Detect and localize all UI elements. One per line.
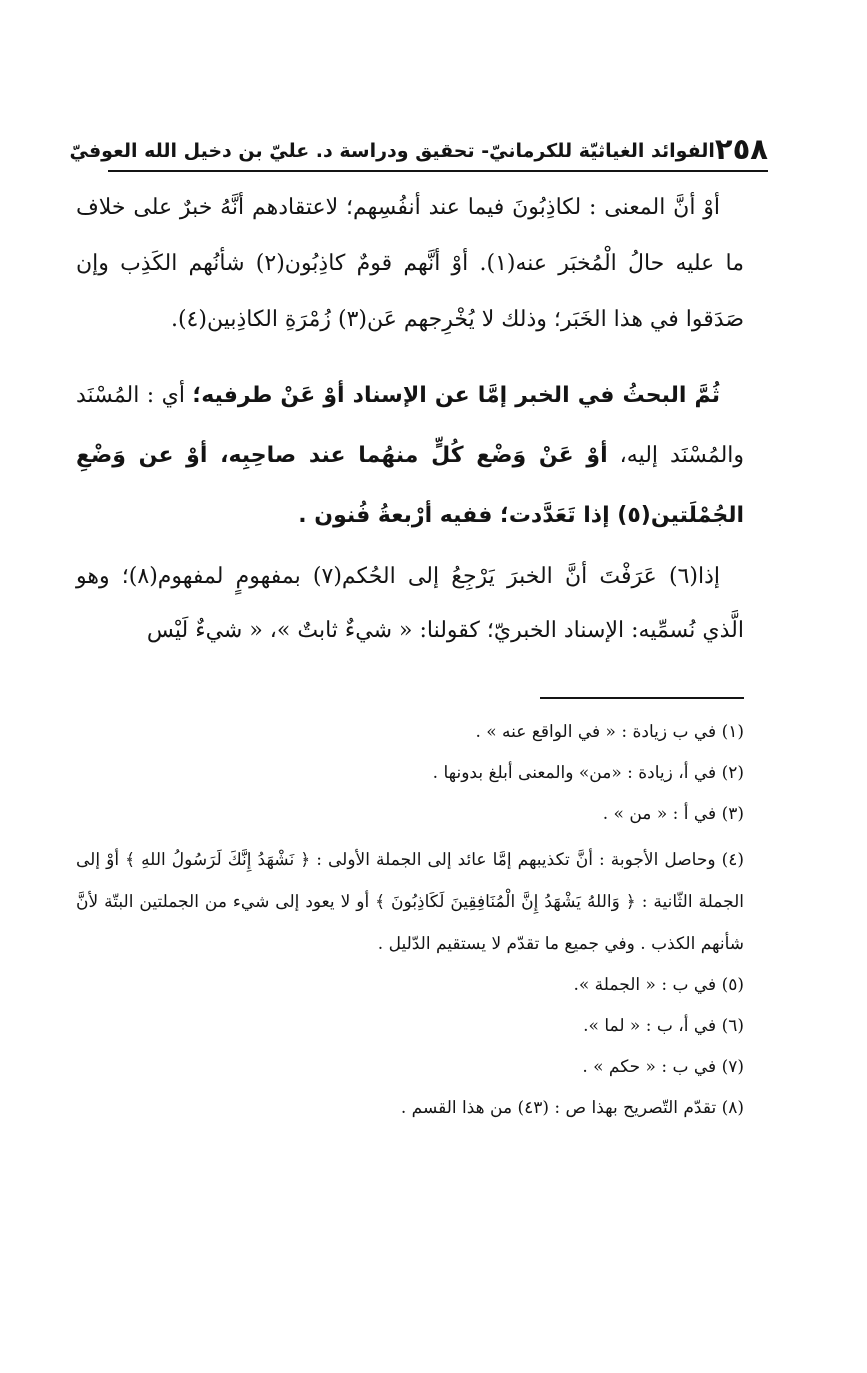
footnote-rule bbox=[540, 697, 744, 699]
footnotes bbox=[76, 712, 744, 1129]
footnote-4: (٤) وحاصل الأجوبة : أنَّ تكذيبهم إمَّا عائد إلى الجملة الأولى : ﴿ نَشْهَدُ إِنَّكَ لَرَسُولُ اللهِ ﴾ أوْ إلى الجملة الثّانية : ﴿ وَاللهُ يَشْهَدُ إِنَّ الْمُنَافِقِينَ لَكَاذِبُونَ ﴾ أو لا يعود إلى شيء من الجملتين البتّة لأنَّ شأنهم الكذب . وفي جميع ما تقدّم لا يستقيم الدّليل . bbox=[76, 850, 744, 954]
paragraph-1: أوْ أنَّ المعنى : لكاذِبُونَ فيما عند أنفُسِهم؛ لاعتقادهم أنَّهُ خبرٌ على خلاف ما عليه حالُ الْمُخبَر عنه(١). أوْ أنَّهم قومٌ كاذِبُون(٢) شأنُهم الكَذِب وإن صَدَقوا في هذا الخَبَر؛ وذلك لا يُخْرِجهم عَن(٣) زُمْرَةِ الكاذِبين(٤). bbox=[76, 195, 744, 332]
footnote-6: (٦) في أ، ب : « لما ». bbox=[583, 1016, 744, 1036]
paragraph-3: إذا(٦) عَرَفْتَ أنَّ الخبرَ يَرْجِعُ إلى الحُكم(٧) بمفهومٍ لمفهوم(٨)؛ وهو الَّذي نُسمِّيه: الإسناد الخبريّ؛ كقولنا: « شيءٌ ثابتٌ »، « شيءٌ لَيْس bbox=[76, 564, 744, 643]
footnote-5: (٥) في ب : « الجملة ». bbox=[573, 975, 744, 995]
plain-phrase: أي : المُسْنَد والمُسْنَد إليه، bbox=[76, 383, 745, 468]
header-rule bbox=[108, 170, 768, 172]
footnote-7: (٧) في ب : « حكم » . bbox=[582, 1057, 744, 1077]
footnote-1: (١) في ب زيادة : « في الواقع عنه » . bbox=[475, 722, 744, 742]
paragraph-2 bbox=[76, 366, 744, 546]
page-number: ٢٥٨ bbox=[714, 132, 768, 166]
running-title: الفوائد الغياثيّة للكرمانيّ- تحقيق ودراسة د. عليّ بن دخيل الله العوفيّ bbox=[69, 140, 715, 162]
footnote-8: (٨) تقدّم التّصريح بهذا ص : (٤٣) من هذا القسم . bbox=[400, 1098, 744, 1118]
bold-phrase-2: أوْ عَنْ وَضْع كُلٍّ منهُما عند صاحِبِه، أوْ عن وَضْعِ الجُمْلَتين(٥) إذا تَعَدَّدت؛ ففيه أرْبعةُ فُنون . bbox=[76, 443, 744, 528]
main-text bbox=[76, 180, 744, 658]
bold-phrase-1: ثُمَّ البحثُ في الخبر إمَّا عن الإسناد أوْ عَنْ طرفيه؛ bbox=[192, 383, 720, 408]
footnote-3: (٣) في أ : « من » . bbox=[602, 804, 744, 824]
footnote-2: (٢) في أ، زيادة : «من» والمعنى أبلغ بدونها . bbox=[432, 763, 744, 783]
page-header bbox=[69, 126, 768, 166]
